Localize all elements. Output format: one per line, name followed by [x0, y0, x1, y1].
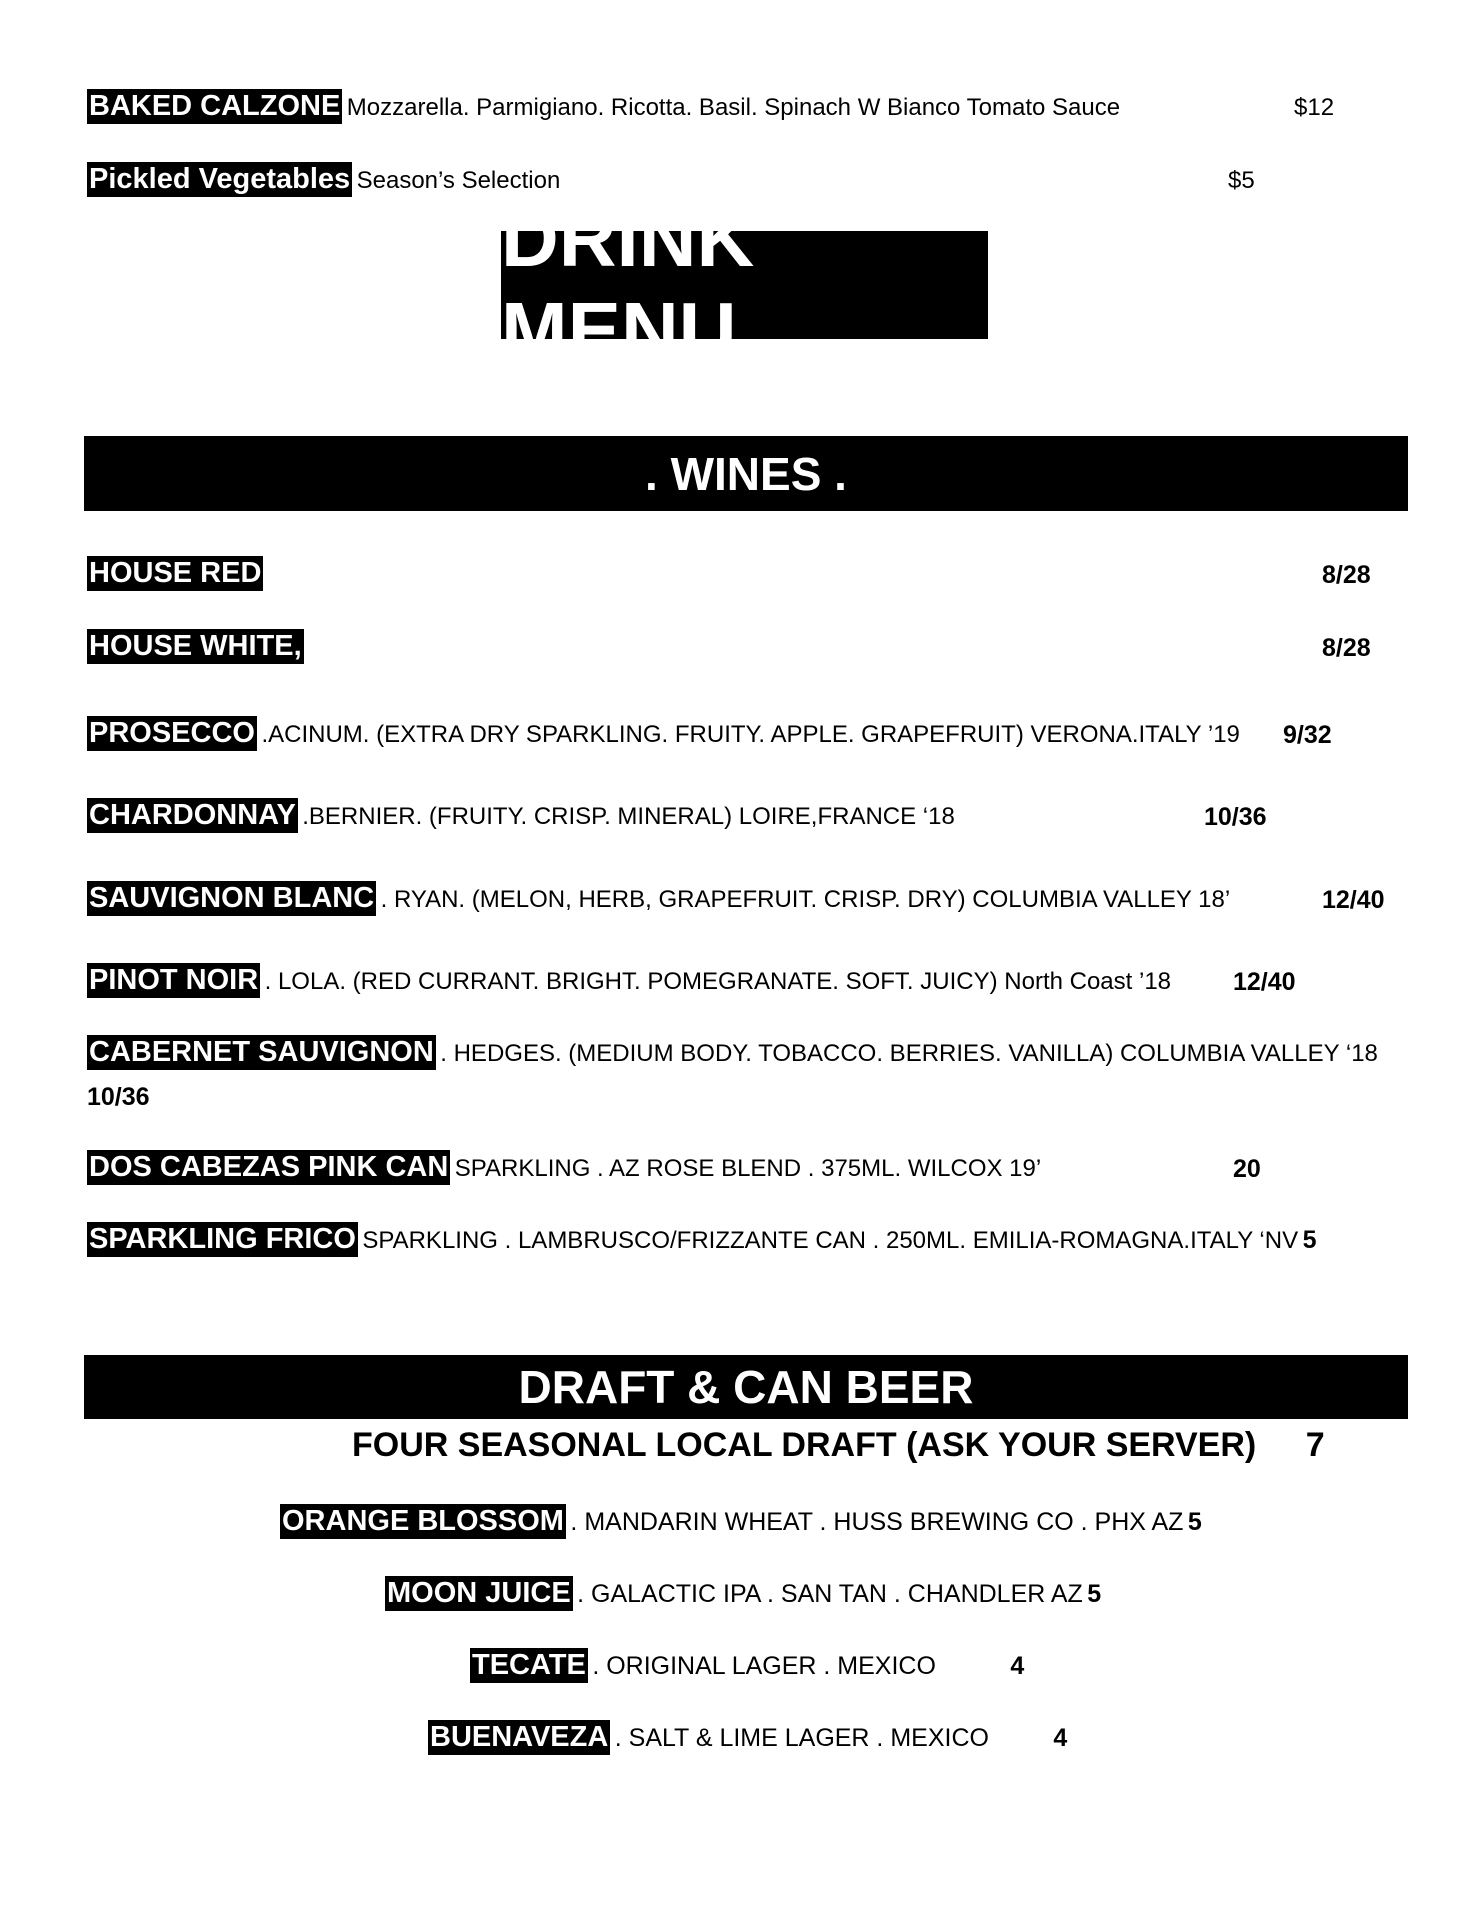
- food-item-desc: Season’s Selection: [356, 167, 561, 194]
- wine-desc: SPARKLING . AZ ROSE BLEND . 375ML. WILCOX 19’: [454, 1155, 1042, 1182]
- food-item-price: $5: [1228, 167, 1255, 194]
- wine-item: [87, 963, 1171, 998]
- beer-subheading: [352, 1426, 1325, 1465]
- wine-desc: . HEDGES. (MEDIUM BODY. TOBACCO. BERRIES. VANILLA) COLUMBIA VALLEY ‘18: [440, 1040, 1378, 1067]
- wine-desc: .ACINUM. (EXTRA DRY SPARKLING. FRUITY. APPLE. GRAPEFRUIT) VERONA.ITALY ’19: [261, 721, 1240, 748]
- food-item-name: BAKED CALZONE: [89, 90, 341, 122]
- wine-item: [87, 881, 1230, 916]
- beer-price: 4: [1010, 1652, 1025, 1680]
- food-item-pickled-vegetables: [87, 162, 560, 197]
- beer-price: 4: [1053, 1724, 1068, 1752]
- wine-name: SPARKLING FRICO: [89, 1223, 356, 1255]
- beer-price: 5: [1087, 1580, 1102, 1608]
- wine-price: 8/28: [1322, 561, 1371, 589]
- beer-name: MOON JUICE: [387, 1577, 571, 1609]
- beer-desc: . ORIGINAL LAGER . MEXICO: [592, 1652, 936, 1680]
- beer-name: TECATE: [472, 1649, 586, 1681]
- wine-price: 9/32: [1283, 721, 1332, 749]
- page-title: DRINK MENU: [501, 231, 988, 339]
- wine-price: 10/36: [87, 1083, 150, 1111]
- wine-desc: . RYAN. (MELON, HERB, GRAPEFRUIT. CRISP. DRY) COLUMBIA VALLEY 18’: [380, 886, 1231, 913]
- beer-desc: . SALT & LIME LAGER . MEXICO: [614, 1724, 989, 1752]
- wine-name: PROSECCO: [89, 717, 255, 749]
- food-item-calzone: [87, 89, 1120, 124]
- wines-heading: . WINES .: [84, 436, 1408, 511]
- wine-item: [87, 556, 263, 591]
- wine-desc: . LOLA. (RED CURRANT. BRIGHT. POMEGRANATE. SOFT. JUICY) North Coast ’18: [264, 968, 1172, 995]
- wine-price: 20: [1233, 1155, 1261, 1183]
- beer-subheading-text: FOUR SEASONAL LOCAL DRAFT (ASK YOUR SERVER): [352, 1426, 1257, 1464]
- wine-price: 8/28: [1322, 634, 1371, 662]
- wine-desc: .BERNIER. (FRUITY. CRISP. MINERAL) LOIRE,FRANCE ‘18: [302, 803, 955, 830]
- beer-item: [385, 1576, 1101, 1611]
- wine-item: [87, 716, 1240, 751]
- beer-name: ORANGE BLOSSOM: [282, 1505, 564, 1537]
- wine-item: [87, 1035, 1378, 1070]
- food-item-name: Pickled Vegetables: [89, 163, 351, 195]
- wine-name: CABERNET SAUVIGNON: [89, 1036, 434, 1068]
- wine-name: DOS CABEZAS PINK CAN: [89, 1151, 449, 1183]
- beer-price: 5: [1187, 1508, 1202, 1536]
- wine-item: [87, 798, 955, 833]
- food-item-price: $12: [1294, 94, 1335, 121]
- beer-subheading-price: 7: [1305, 1426, 1325, 1464]
- beer-desc: . MANDARIN WHEAT . HUSS BREWING CO . PHX AZ: [570, 1508, 1184, 1536]
- wine-item: [87, 629, 304, 664]
- wine-price: 12/40: [1322, 886, 1385, 914]
- wine-name: PINOT NOIR: [89, 964, 259, 996]
- food-item-desc: Mozzarella. Parmigiano. Ricotta. Basil. Spinach W Bianco Tomato Sauce: [346, 94, 1121, 121]
- wine-price: 12/40: [1233, 968, 1296, 996]
- wine-item: [87, 1222, 1316, 1257]
- wine-name: HOUSE RED: [89, 557, 262, 589]
- wine-name: SAUVIGNON BLANC: [89, 882, 375, 914]
- wine-item: [87, 1150, 1041, 1185]
- wine-name: CHARDONNAY: [89, 799, 296, 831]
- wine-name: HOUSE WHITE,: [89, 630, 302, 662]
- beer-desc: . GALACTIC IPA . SAN TAN . CHANDLER AZ: [577, 1580, 1083, 1608]
- beer-item: [428, 1720, 1067, 1755]
- wine-desc: SPARKLING . LAMBRUSCO/FRIZZANTE CAN . 250ML. EMILIA-ROMAGNA.ITALY ‘NV: [362, 1227, 1299, 1254]
- wine-price: 10/36: [1204, 803, 1267, 831]
- beer-item: [280, 1504, 1202, 1539]
- wine-price: 5: [1302, 1226, 1317, 1254]
- beer-name: BUENAVEZA: [430, 1721, 609, 1753]
- beer-heading: DRAFT & CAN BEER: [84, 1355, 1408, 1419]
- beer-item: [470, 1648, 1024, 1683]
